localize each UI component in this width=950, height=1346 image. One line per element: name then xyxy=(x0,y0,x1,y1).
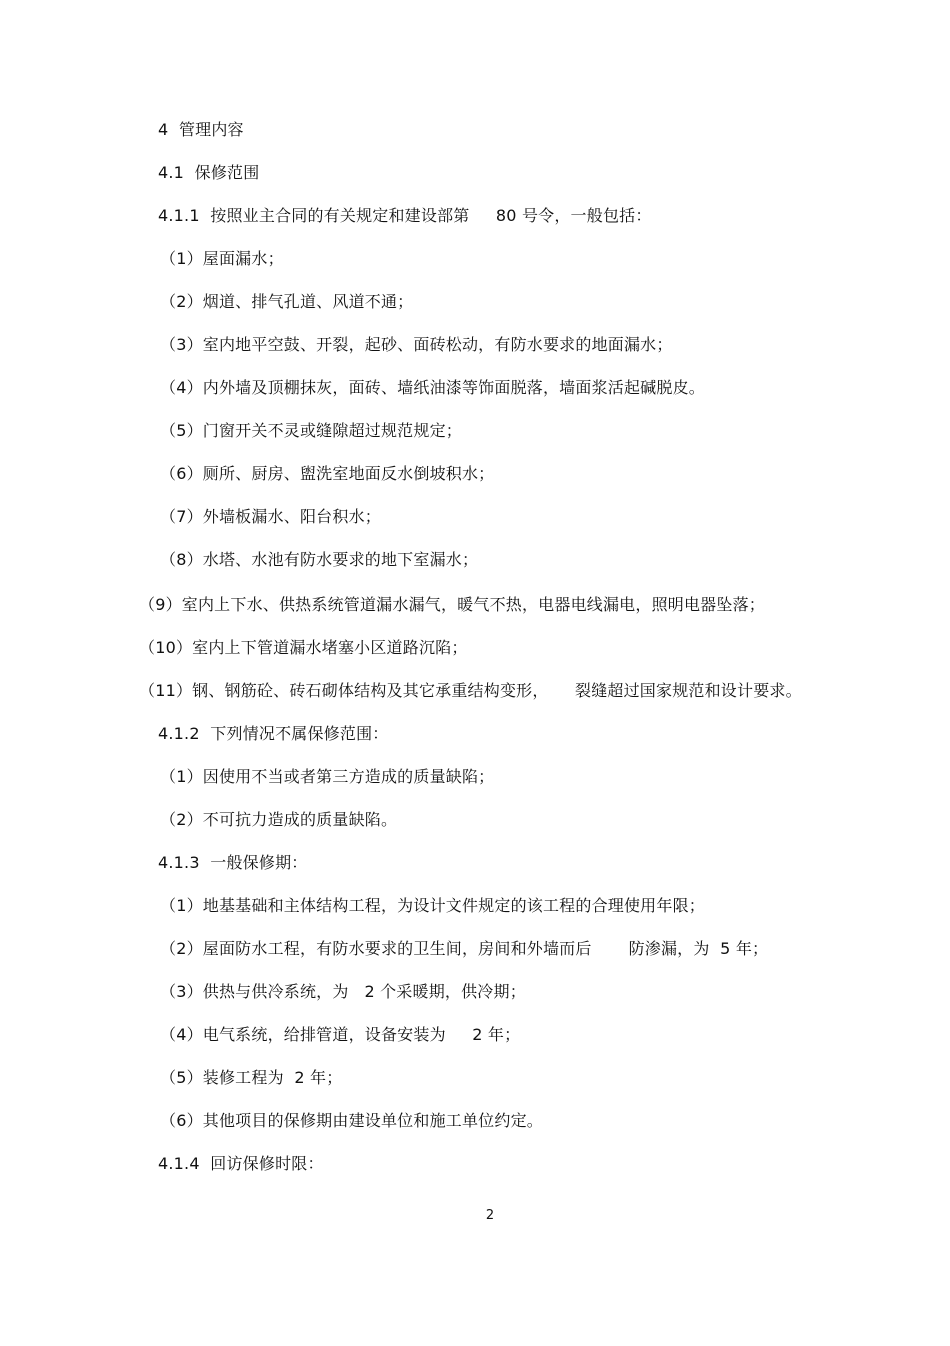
list-item: （1）地基基础和主体结构工程，为设计文件规定的该工程的合理使用年限； xyxy=(160,896,705,915)
list-item: （4）内外墙及顶棚抹灰，面砖、墙纸油漆等饰面脱落，墙面浆活起碱脱皮。 xyxy=(160,378,705,397)
clause-4-1-2: 4.1.2 下列情况不属保修范围： xyxy=(158,724,389,743)
list-item: （1）因使用不当或者第三方造成的质量缺陷； xyxy=(160,767,495,786)
list-item: （2）屋面防水工程，有防水要求的卫生间，房间和外墙而后 防渗漏，为 5 年； xyxy=(160,939,769,958)
list-item: （11）钢、钢筋砼、砖石砌体结构及其它承重结构变形， 裂缝超过国家规范和设计要求。 xyxy=(139,681,802,700)
list-item: （5）门窗开关不灵或缝隙超过规范规定； xyxy=(160,421,462,440)
list-item: （1）屋面漏水； xyxy=(160,249,284,268)
list-item: （6）其他项目的保修期由建设单位和施工单位约定。 xyxy=(160,1111,543,1130)
section-heading-4: 4 管理内容 xyxy=(158,120,244,139)
list-item: （3）供热与供冷系统，为 2 个采暖期，供冷期； xyxy=(160,982,526,1001)
page-number: 2 xyxy=(485,1208,495,1223)
clause-4-1-1: 4.1.1 按照业主合同的有关规定和建设部第 80 号令，一般包括： xyxy=(158,206,652,225)
section-heading-4-1: 4.1 保修范围 xyxy=(158,163,260,182)
clause-4-1-4: 4.1.4 回访保修时限： xyxy=(158,1154,324,1173)
list-item: （9）室内上下水、供热系统管道漏水漏气，暖气不热，电器电线漏电，照明电器坠落； xyxy=(139,595,765,614)
list-item: （4）电气系统，给排管道，设备安装为 2 年； xyxy=(160,1025,521,1044)
list-item: （8）水塔、水池有防水要求的地下室漏水； xyxy=(160,550,479,569)
clause-4-1-3: 4.1.3 一般保修期： xyxy=(158,853,308,872)
list-item: （7）外墙板漏水、阳台积水； xyxy=(160,507,381,526)
list-item: （10）室内上下管道漏水堵塞小区道路沉陷； xyxy=(139,638,468,657)
list-item: （3）室内地平空鼓、开裂，起砂、面砖松动，有防水要求的地面漏水； xyxy=(160,335,673,354)
list-item: （2）烟道、排气孔道、风道不通； xyxy=(160,292,414,311)
list-item: （6）厕所、厨房、盥洗室地面反水倒坡积水； xyxy=(160,464,495,483)
list-item: （5）装修工程为 2 年； xyxy=(160,1068,343,1087)
list-item: （2）不可抗力造成的质量缺陷。 xyxy=(160,810,398,829)
